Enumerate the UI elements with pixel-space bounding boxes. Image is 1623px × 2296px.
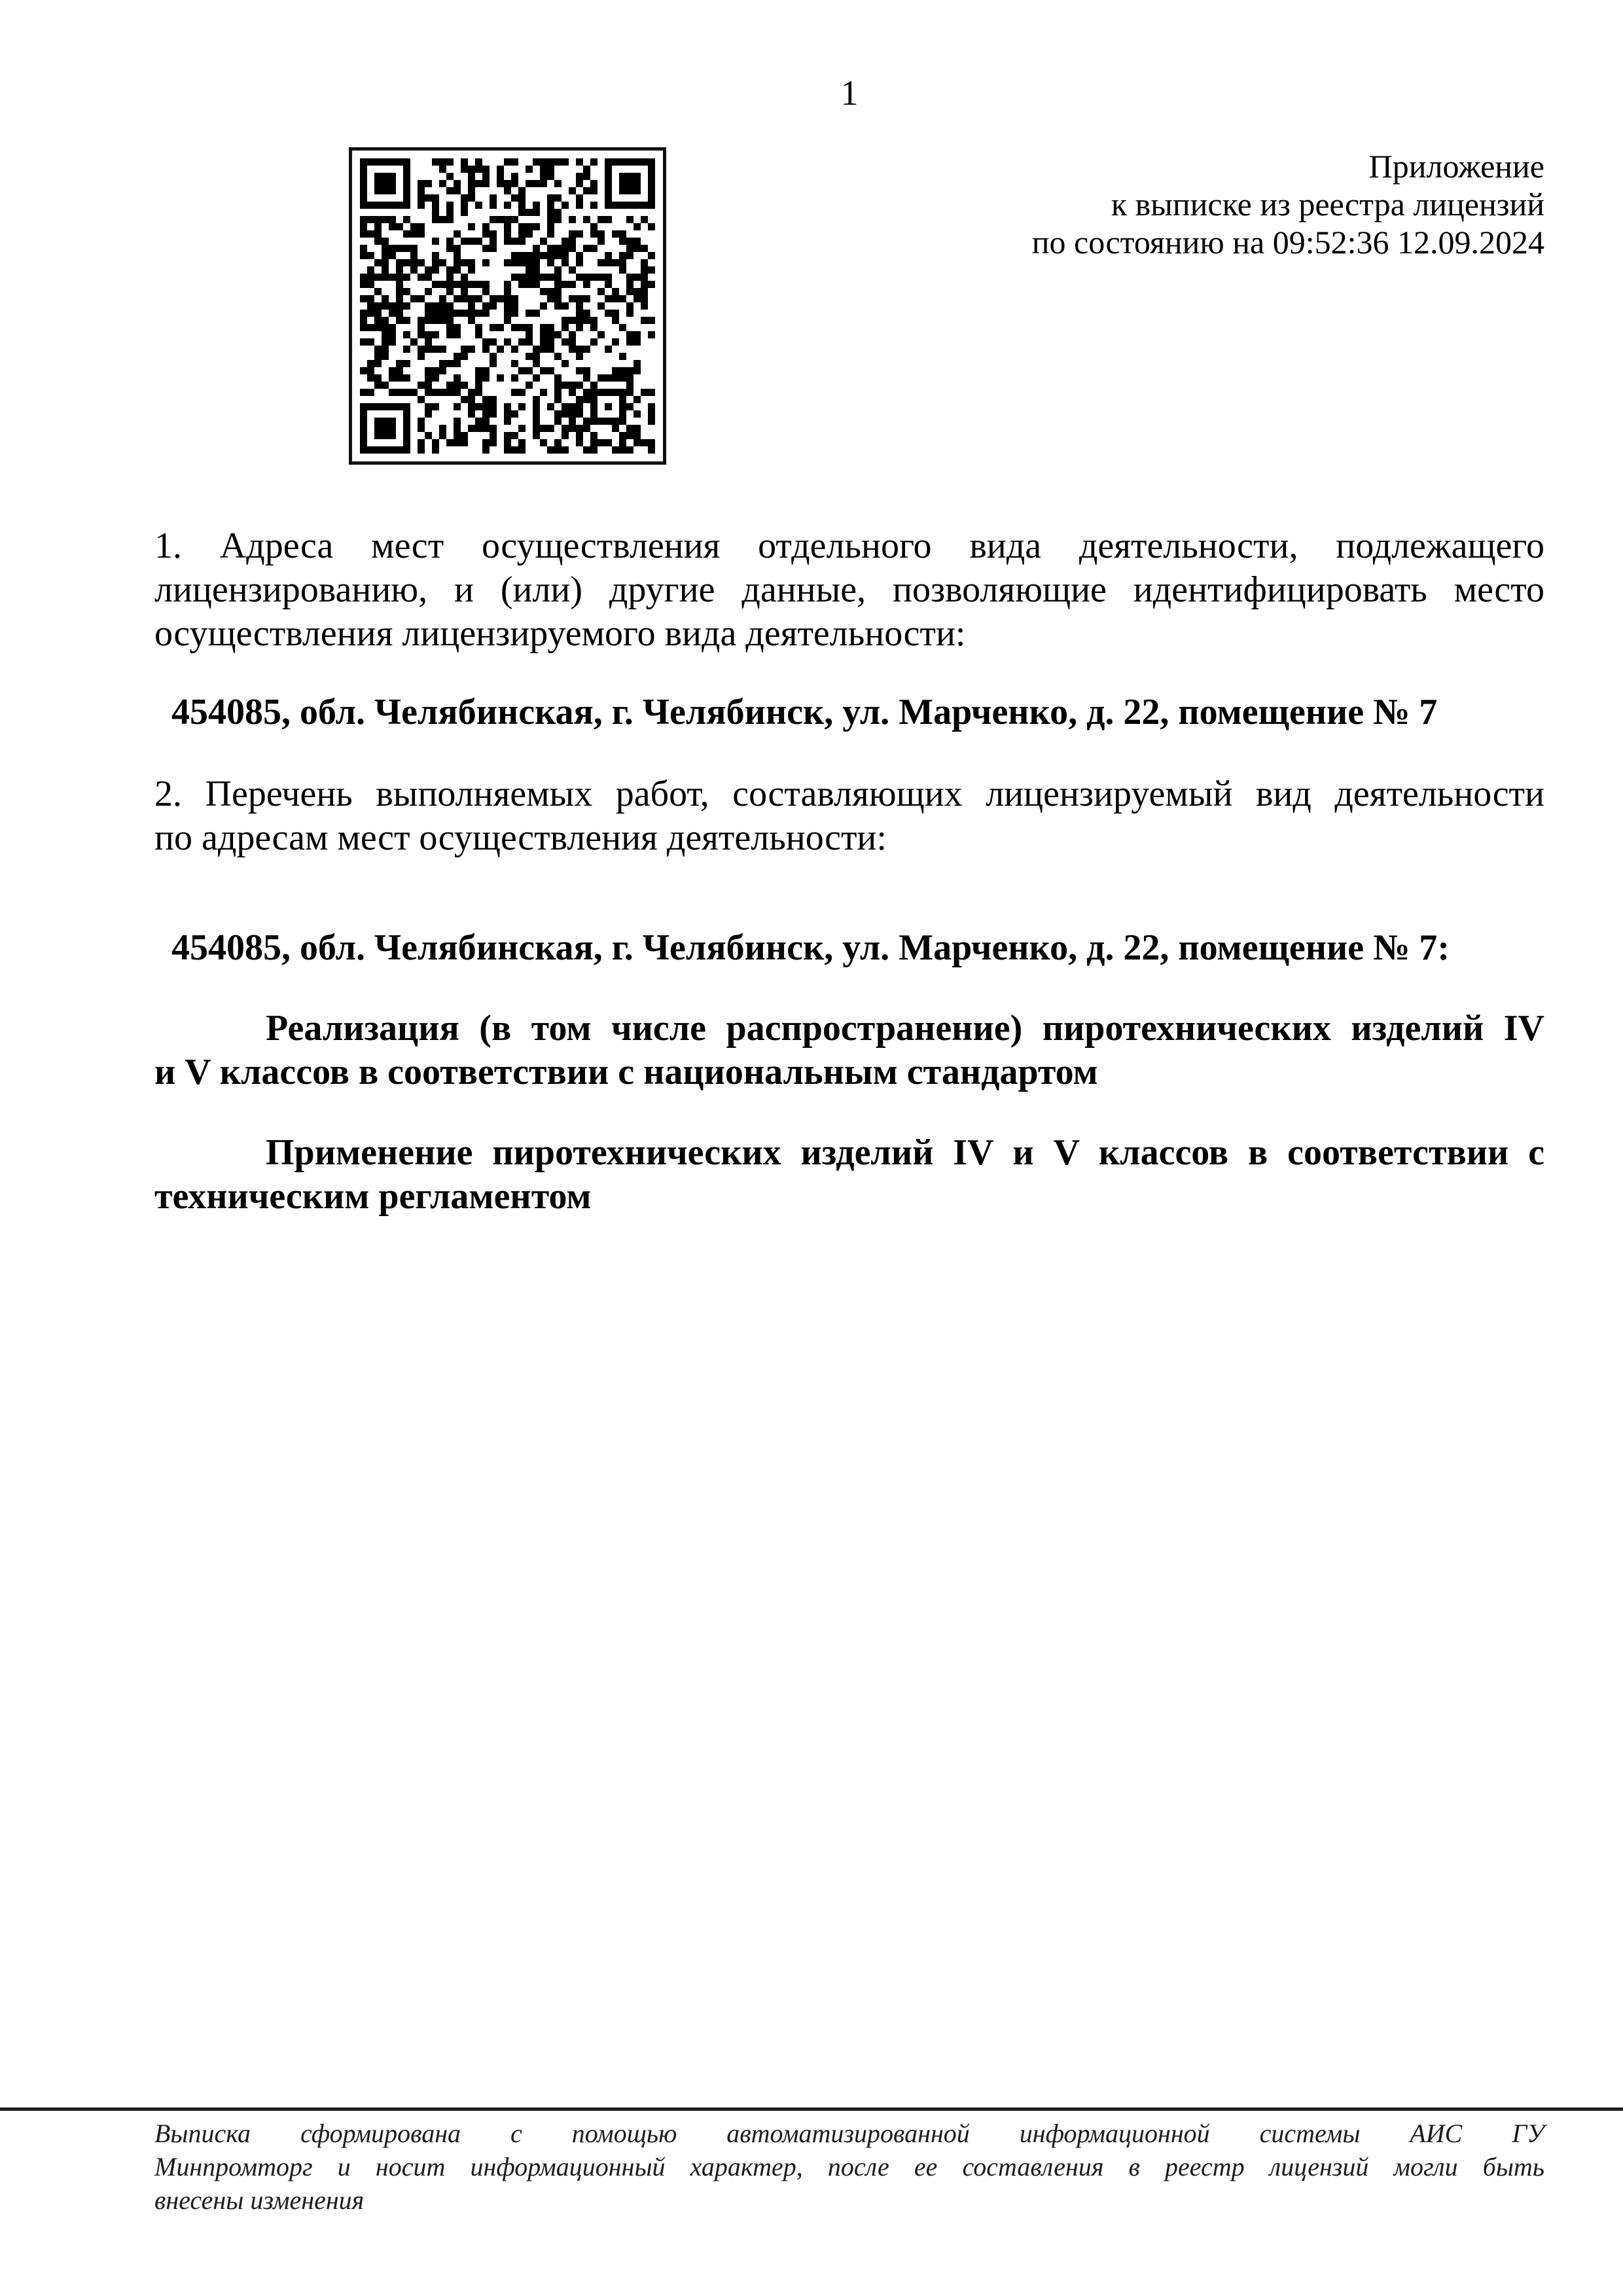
text-line: и V классов в соответствии с национальным стандартом — [154, 1052, 1098, 1092]
section-2-paragraph — [154, 772, 1544, 860]
text-line: 2. Перечень выполняемых работ, составляющих лицензируемый вид деятельности — [154, 774, 1544, 814]
work-item-application — [154, 1131, 1544, 1219]
text-line: 1. Адреса мест осуществления отдельного вида деятельности, подлежащего — [154, 526, 1544, 566]
text-line: техническим регламентом — [154, 1176, 592, 1217]
text-line: Минпромторг и носит информационный характер, после ее составления в реестр лицензий могли быть — [154, 2152, 1544, 2181]
header-block — [154, 147, 1544, 261]
text-line: осуществления лицензируемого вида деятельности: — [154, 613, 966, 654]
text-line: лицензированию, и (или) другие данные, позволяющие идентифицировать место — [154, 569, 1544, 610]
footer-divider-line — [0, 2108, 1623, 2111]
text-line: Реализация (в том числе распространение) пиротехнических изделий IV — [266, 1008, 1544, 1049]
text-line: внесены изменения — [154, 2185, 365, 2215]
work-item-realization — [154, 1007, 1544, 1094]
text-line: Приложение — [1368, 148, 1544, 185]
text-line: по адресам мест осуществления деятельности: — [154, 817, 887, 858]
section-1-paragraph — [154, 524, 1544, 656]
text-line: к выписке из реестра лицензий — [1111, 186, 1544, 223]
section-2-address: 454085, обл. Челябинская, г. Челябинск, ул. Марченко, д. 22, помещение № 7: — [171, 927, 1450, 968]
text-line: Применение пиротехнических изделий IV и V классов в соответствии с — [266, 1132, 1544, 1173]
text-line: Выписка сформирована с помощью автоматизированной информационной системы АИС ГУ — [154, 2119, 1544, 2148]
footer-note — [154, 2117, 1544, 2217]
text-line: по состоянию на 09:52:36 12.09.2024 — [1031, 224, 1544, 260]
page-number: 1 — [840, 73, 859, 113]
section-1-address: 454085, обл. Челябинская, г. Челябинск, ул. Марченко, д. 22, помещение № 7 — [171, 692, 1438, 732]
